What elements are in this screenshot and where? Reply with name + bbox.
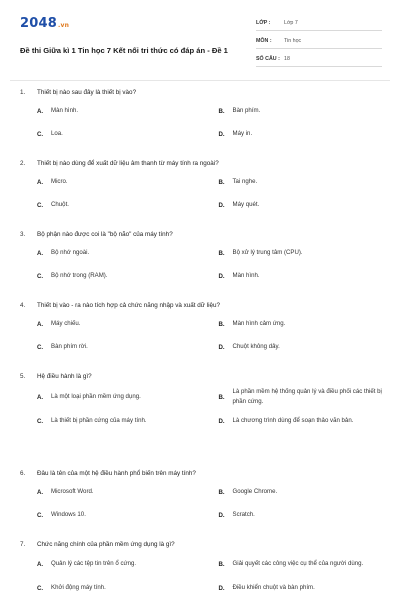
option-d[interactable] bbox=[219, 510, 383, 520]
answer-options bbox=[20, 313, 382, 359]
option-c[interactable] bbox=[37, 583, 201, 593]
meta-label: SỐ CÂU : bbox=[256, 56, 280, 62]
option-b[interactable] bbox=[219, 177, 383, 187]
option-text: Là phần mềm hệ thống quản lý và điều phối các thiết bị phần cứng. bbox=[232, 388, 382, 405]
question-number: 4. bbox=[20, 301, 26, 309]
question-number: 6. bbox=[20, 469, 26, 477]
answer-options bbox=[20, 481, 382, 527]
option-text: Tai nghe. bbox=[232, 178, 258, 185]
answer-options bbox=[20, 552, 382, 600]
option-c[interactable] bbox=[37, 200, 201, 210]
question-6 bbox=[20, 461, 382, 527]
option-row bbox=[37, 552, 382, 576]
option-letter: D. bbox=[218, 201, 225, 209]
option-d[interactable] bbox=[219, 583, 383, 593]
option-b[interactable] bbox=[219, 319, 383, 329]
option-text: Là một loại phần mềm ứng dụng. bbox=[51, 393, 141, 400]
option-b[interactable] bbox=[219, 106, 383, 116]
option-letter: C. bbox=[37, 511, 44, 519]
option-row bbox=[37, 242, 382, 264]
question-1 bbox=[20, 80, 382, 146]
option-letter: A. bbox=[37, 488, 44, 496]
option-letter: D. bbox=[218, 417, 225, 425]
option-row bbox=[37, 171, 382, 193]
answer-options bbox=[20, 171, 382, 217]
option-text: Màn hình cảm ứng. bbox=[232, 320, 286, 327]
option-b[interactable] bbox=[219, 248, 383, 258]
meta-value: Tin học bbox=[284, 38, 302, 44]
option-row bbox=[37, 410, 382, 432]
question-number: 7. bbox=[20, 540, 26, 548]
option-text: Quản lý các tệp tin trên ổ cứng. bbox=[51, 560, 137, 567]
option-d[interactable] bbox=[219, 129, 383, 139]
option-letter: B. bbox=[218, 320, 225, 328]
option-text: Loa. bbox=[51, 130, 63, 137]
question-text bbox=[20, 80, 382, 100]
option-c[interactable] bbox=[37, 342, 201, 352]
option-text: Khởi động máy tính. bbox=[51, 584, 106, 591]
option-letter: C. bbox=[37, 130, 44, 138]
option-row bbox=[37, 193, 382, 217]
option-c[interactable] bbox=[37, 510, 201, 520]
document-header bbox=[20, 14, 382, 76]
option-text: Điều khiển chuột và bàn phím. bbox=[232, 584, 315, 591]
question-text bbox=[20, 222, 382, 242]
answer-options bbox=[20, 384, 382, 432]
option-letter: A. bbox=[37, 249, 44, 257]
option-d[interactable] bbox=[219, 200, 383, 210]
option-letter: C. bbox=[37, 417, 44, 425]
option-letter: A. bbox=[37, 560, 44, 568]
option-letter: D. bbox=[218, 130, 225, 138]
meta-label: MÔN : bbox=[256, 38, 272, 44]
option-row bbox=[37, 264, 382, 288]
question-stem: Đâu là tên của một hệ điều hành phổ biến trên máy tính? bbox=[37, 469, 196, 477]
option-letter: B. bbox=[218, 393, 225, 401]
option-c[interactable] bbox=[37, 129, 201, 139]
answer-options bbox=[20, 100, 382, 146]
option-text: Giải quyết các công việc cụ thể của người dùng. bbox=[232, 560, 364, 567]
option-text: Máy quét. bbox=[232, 201, 260, 208]
option-a[interactable] bbox=[37, 392, 201, 402]
option-text: Máy in. bbox=[232, 130, 253, 137]
option-letter: A. bbox=[37, 107, 44, 115]
question-stem: Hệ điều hành là gì? bbox=[37, 372, 92, 380]
question-text bbox=[20, 461, 382, 481]
answer-options bbox=[20, 242, 382, 288]
option-a[interactable] bbox=[37, 487, 201, 497]
option-row bbox=[37, 481, 382, 503]
option-text: Bộ nhớ trong (RAM). bbox=[51, 272, 108, 279]
option-letter: B. bbox=[218, 178, 225, 186]
option-text: Máy chiếu. bbox=[51, 320, 81, 327]
option-row bbox=[37, 503, 382, 527]
question-stem: Thiết bị vào - ra nào tích hợp cả chức năng nhập và xuất dữ liệu? bbox=[37, 301, 221, 309]
option-row bbox=[37, 384, 382, 410]
question-stem: Bộ phận nào được coi là "bộ não" của máy tính? bbox=[37, 230, 173, 238]
option-letter: C. bbox=[37, 584, 44, 592]
option-text: Là thiết bị phần cứng của máy tính. bbox=[51, 417, 147, 424]
option-row bbox=[37, 100, 382, 122]
option-a[interactable] bbox=[37, 177, 201, 187]
document-title: Đề thi Giữa kì 1 Tin học 7 Kết nối tri thức có đáp án - Đề 1 bbox=[20, 46, 228, 55]
option-text: Chuột không dây. bbox=[232, 343, 280, 350]
option-letter: D. bbox=[218, 343, 225, 351]
option-text: Chuột. bbox=[51, 201, 69, 208]
meta-row-subject bbox=[256, 34, 382, 49]
option-a[interactable] bbox=[37, 559, 201, 569]
option-letter: A. bbox=[37, 393, 44, 401]
option-letter: D. bbox=[218, 272, 225, 280]
option-text: Là chương trình dùng để soạn thảo văn bản. bbox=[232, 417, 354, 424]
question-3 bbox=[20, 222, 382, 288]
option-c[interactable] bbox=[37, 416, 201, 426]
question-text bbox=[20, 151, 382, 171]
option-text: Bộ nhớ ngoài. bbox=[51, 249, 90, 256]
question-number: 3. bbox=[20, 230, 26, 238]
option-row bbox=[37, 335, 382, 359]
option-letter: C. bbox=[37, 201, 44, 209]
option-text: Windows 10. bbox=[51, 511, 86, 518]
meta-table bbox=[256, 16, 382, 70]
meta-value: 18 bbox=[284, 56, 290, 62]
option-a[interactable] bbox=[37, 319, 201, 329]
site-logo[interactable] bbox=[20, 16, 69, 31]
question-text bbox=[20, 532, 382, 552]
option-text: Micro. bbox=[51, 178, 68, 185]
option-text: Màn hình. bbox=[51, 107, 79, 114]
logo-tld: .vn bbox=[57, 22, 70, 29]
option-letter: D. bbox=[218, 584, 225, 592]
option-b[interactable] bbox=[219, 559, 383, 569]
option-row bbox=[37, 122, 382, 146]
option-letter: D. bbox=[218, 511, 225, 519]
meta-row-count bbox=[256, 52, 382, 67]
question-stem: Thiết bị nào dùng để xuất dữ liệu âm thanh từ máy tính ra ngoài? bbox=[37, 159, 219, 167]
question-text bbox=[20, 293, 382, 313]
option-row bbox=[37, 576, 382, 600]
meta-row-class bbox=[256, 16, 382, 31]
option-letter: B. bbox=[218, 488, 225, 496]
option-text: Scratch. bbox=[232, 511, 255, 518]
option-d[interactable] bbox=[219, 342, 383, 352]
option-text: Màn hình. bbox=[232, 272, 260, 279]
question-7 bbox=[20, 532, 382, 600]
option-d[interactable] bbox=[219, 416, 383, 426]
option-text: Google Chrome. bbox=[232, 488, 278, 495]
option-letter: C. bbox=[37, 272, 44, 280]
question-number: 2. bbox=[20, 159, 26, 167]
logo-main: 2048 bbox=[20, 16, 57, 31]
question-2 bbox=[20, 151, 382, 217]
option-text: Bộ xử lý trung tâm (CPU). bbox=[232, 249, 303, 256]
option-c[interactable] bbox=[37, 271, 201, 281]
option-d[interactable] bbox=[219, 271, 383, 281]
question-4 bbox=[20, 293, 382, 359]
option-letter: C. bbox=[37, 343, 44, 351]
option-letter: B. bbox=[218, 560, 225, 568]
option-b[interactable] bbox=[219, 387, 383, 407]
option-b[interactable] bbox=[219, 487, 383, 497]
question-number: 5. bbox=[20, 372, 26, 380]
option-text: Microsoft Word. bbox=[51, 488, 94, 495]
question-stem: Chức năng chính của phần mềm ứng dụng là gì? bbox=[37, 540, 175, 548]
option-letter: B. bbox=[218, 107, 225, 115]
question-number: 1. bbox=[20, 88, 26, 96]
option-a[interactable] bbox=[37, 106, 201, 116]
meta-label: LỚP : bbox=[256, 20, 271, 26]
meta-value: Lớp 7 bbox=[284, 20, 298, 26]
option-text: Bàn phím. bbox=[232, 107, 261, 114]
option-letter: B. bbox=[218, 249, 225, 257]
option-text: Bàn phím rời. bbox=[51, 343, 88, 350]
option-a[interactable] bbox=[37, 248, 201, 258]
option-row bbox=[37, 313, 382, 335]
question-text bbox=[20, 364, 382, 384]
question-stem: Thiết bị nào sau đây là thiết bị vào? bbox=[37, 88, 137, 96]
option-letter: A. bbox=[37, 320, 44, 328]
question-5 bbox=[20, 364, 382, 432]
option-letter: A. bbox=[37, 178, 44, 186]
